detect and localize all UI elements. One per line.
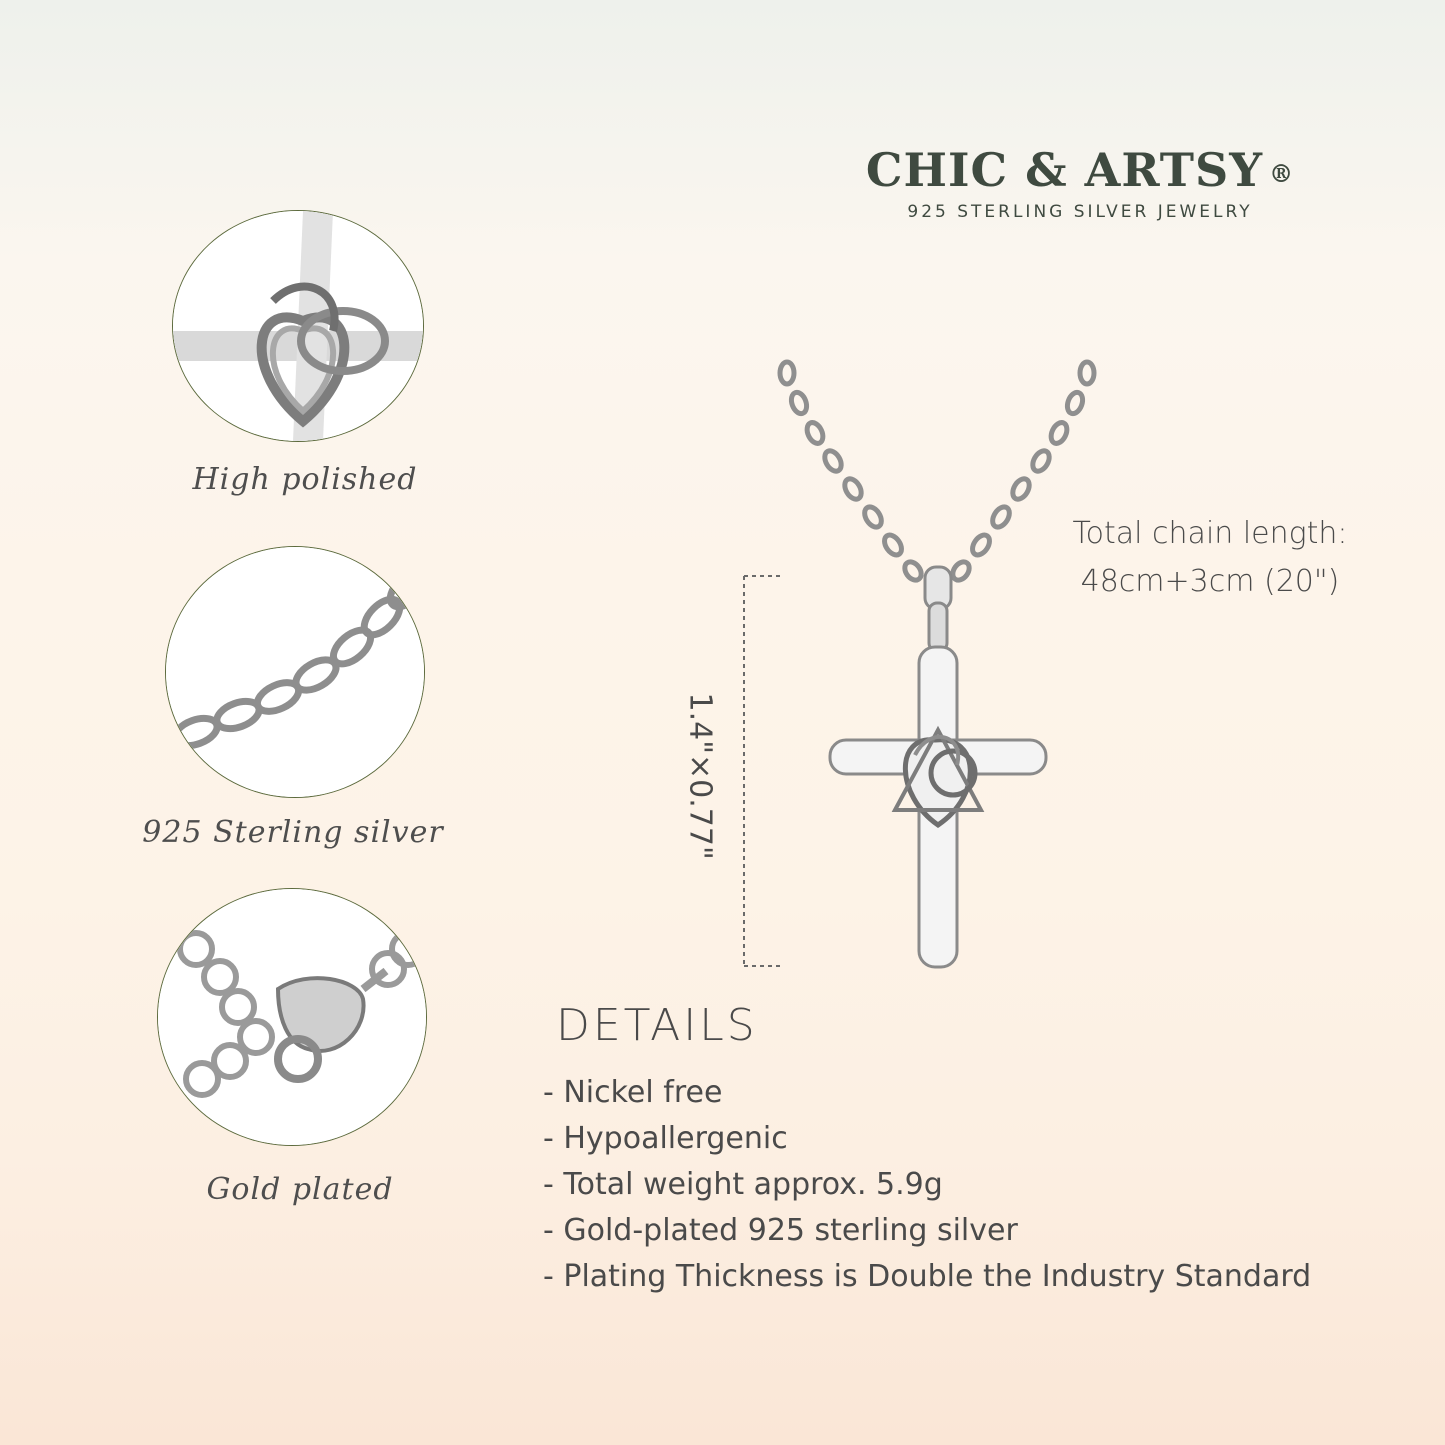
- chain-length-label: Total chain length:: [1072, 516, 1348, 551]
- feature-image-sterling: [165, 546, 425, 798]
- brand-name: CHIC & ARTSY ®: [865, 143, 1295, 197]
- feature-caption-gold-plated: Gold plated: [206, 1172, 394, 1207]
- pendant-size-label: 1.4"×0.77": [682, 692, 718, 860]
- chain-length-info: [1050, 510, 1370, 606]
- necklace-pendant-image: [775, 355, 1105, 975]
- details-list: [543, 1070, 1311, 1300]
- brand-header: [860, 140, 1300, 222]
- registered-mark: ®: [1269, 159, 1295, 188]
- chain-closeup-icon: [166, 547, 424, 797]
- feature-caption-sterling: 925 Sterling silver: [142, 815, 444, 850]
- feature-image-gold-plated: [157, 888, 427, 1146]
- detail-item: - Total weight approx. 5.9g: [543, 1167, 943, 1202]
- details-title: DETAILS: [556, 1000, 758, 1051]
- chain-length-value: 48cm+3cm (20"): [1080, 564, 1340, 599]
- detail-item: - Plating Thickness is Double the Industry Standard: [543, 1259, 1312, 1294]
- detail-item: - Gold-plated 925 sterling silver: [543, 1213, 1018, 1248]
- brand-tagline: 925 STERLING SILVER JEWELRY: [907, 202, 1253, 222]
- clasp-closeup-icon: [158, 889, 426, 1145]
- feature-caption-polished: High polished: [192, 462, 418, 497]
- feature-image-polished: [172, 210, 424, 442]
- detail-item: - Hypoallergenic: [543, 1121, 788, 1156]
- heart-knot-closeup-icon: [173, 211, 423, 441]
- detail-item: - Nickel free: [543, 1075, 723, 1110]
- dimension-bracket: [740, 572, 790, 972]
